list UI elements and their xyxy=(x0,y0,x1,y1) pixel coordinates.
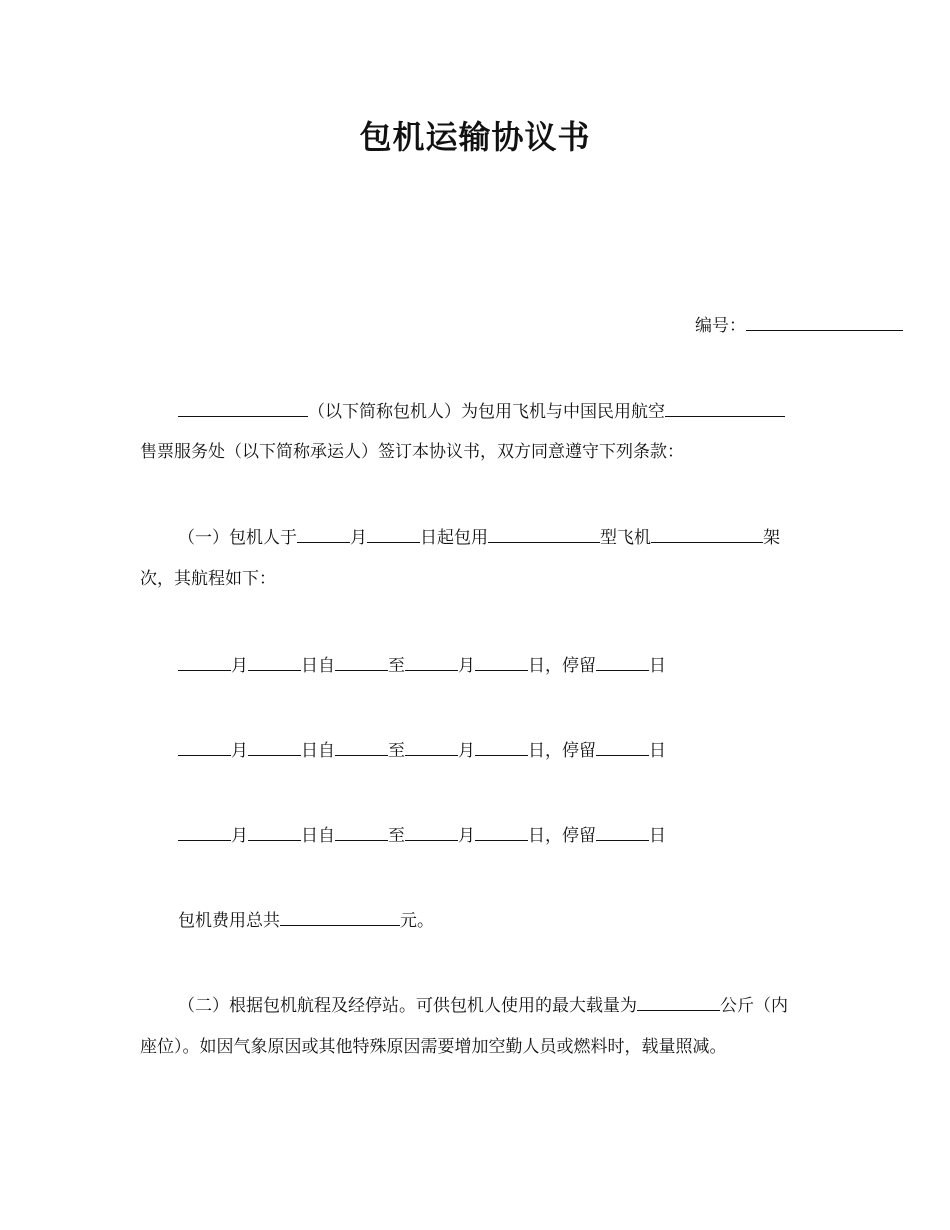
itinerary-stay-days-blank[interactable] xyxy=(596,822,649,841)
clause-2-prefix: （二）根据包机航程及经停站。可供包机人使用的最大载量为 xyxy=(178,996,637,1016)
itinerary-stay-days-blank[interactable] xyxy=(596,652,649,671)
itinerary-arrive-day-blank[interactable] xyxy=(475,737,528,756)
itinerary-stay-days-blank[interactable] xyxy=(596,737,649,756)
month-label: 月 xyxy=(458,741,475,761)
month-label: 月 xyxy=(350,528,367,548)
intro-text-1: （以下简称包机人）为包用飞机与中国民用航空 xyxy=(308,402,665,422)
day-from-label: 日自 xyxy=(301,826,335,846)
clause-2-line-2-text: 座位）。如因气象原因或其他特殊原因需要增加空勤人员或燃料时，载量照减。 xyxy=(140,1037,727,1057)
aircraft-type-label: 型飞机 xyxy=(600,528,651,548)
fee-line xyxy=(178,907,434,933)
itinerary-destination-blank[interactable] xyxy=(405,737,458,756)
to-label: 至 xyxy=(388,656,405,676)
clause-2-line-1 xyxy=(178,992,788,1018)
charter-day-blank[interactable] xyxy=(367,524,420,543)
day-label: 日 xyxy=(649,741,666,761)
itinerary-row xyxy=(178,737,666,763)
day-stop-label: 日，停留 xyxy=(528,656,596,676)
intro-text-2: 售票服务处（以下简称承运人）签订本协议书，双方同意遵守下列条款： xyxy=(140,442,684,462)
itinerary-origin-blank[interactable] xyxy=(335,822,388,841)
month-label: 月 xyxy=(231,826,248,846)
itinerary-arrive-day-blank[interactable] xyxy=(475,822,528,841)
itinerary-row xyxy=(178,822,666,848)
itinerary-destination-blank[interactable] xyxy=(405,822,458,841)
itinerary-arrive-day-blank[interactable] xyxy=(475,652,528,671)
fee-prefix: 包机费用总共 xyxy=(178,911,280,931)
month-label: 月 xyxy=(458,826,475,846)
day-stop-label: 日，停留 xyxy=(528,741,596,761)
document-number-row xyxy=(695,312,903,338)
fee-suffix: 元。 xyxy=(400,911,434,931)
month-label: 月 xyxy=(231,656,248,676)
day-label: 日 xyxy=(649,826,666,846)
day-stop-label: 日，停留 xyxy=(528,826,596,846)
charterer-name-blank[interactable] xyxy=(178,398,308,417)
clause-2-suffix: 公斤（内 xyxy=(720,996,788,1016)
clause-2-line-2 xyxy=(140,1035,727,1059)
itinerary-month-blank[interactable] xyxy=(178,652,231,671)
document-title: 包机运输协议书 xyxy=(359,118,591,156)
day-rent-label: 日起包用 xyxy=(420,528,488,548)
document-number-blank[interactable] xyxy=(746,312,903,331)
day-from-label: 日自 xyxy=(301,741,335,761)
aircraft-count-blank[interactable] xyxy=(651,524,763,543)
aircraft-type-blank[interactable] xyxy=(488,524,600,543)
itinerary-origin-blank[interactable] xyxy=(335,652,388,671)
itinerary-origin-blank[interactable] xyxy=(335,737,388,756)
itinerary-destination-blank[interactable] xyxy=(405,652,458,671)
airline-name-blank[interactable] xyxy=(665,398,785,417)
to-label: 至 xyxy=(388,741,405,761)
clause-1-prefix: （一）包机人于 xyxy=(178,528,297,548)
itinerary-month-blank[interactable] xyxy=(178,822,231,841)
month-label: 月 xyxy=(231,741,248,761)
document-number-label: 编号： xyxy=(695,316,746,336)
day-label: 日 xyxy=(649,656,666,676)
to-label: 至 xyxy=(388,826,405,846)
itinerary-month-blank[interactable] xyxy=(178,737,231,756)
clause-1-line-1 xyxy=(178,524,780,550)
month-label: 月 xyxy=(458,656,475,676)
max-load-blank[interactable] xyxy=(637,992,720,1011)
clause-1-line-2 xyxy=(140,567,276,591)
itinerary-day-blank[interactable] xyxy=(248,822,301,841)
jia-label: 架 xyxy=(763,528,780,548)
itinerary-row xyxy=(178,652,666,678)
charter-month-blank[interactable] xyxy=(297,524,350,543)
itinerary-day-blank[interactable] xyxy=(248,652,301,671)
day-from-label: 日自 xyxy=(301,656,335,676)
clause-1-line-2-text: 次，其航程如下： xyxy=(140,569,276,589)
fee-amount-blank[interactable] xyxy=(280,907,400,926)
itinerary-day-blank[interactable] xyxy=(248,737,301,756)
intro-line-1 xyxy=(178,398,785,424)
intro-line-2 xyxy=(140,440,684,464)
